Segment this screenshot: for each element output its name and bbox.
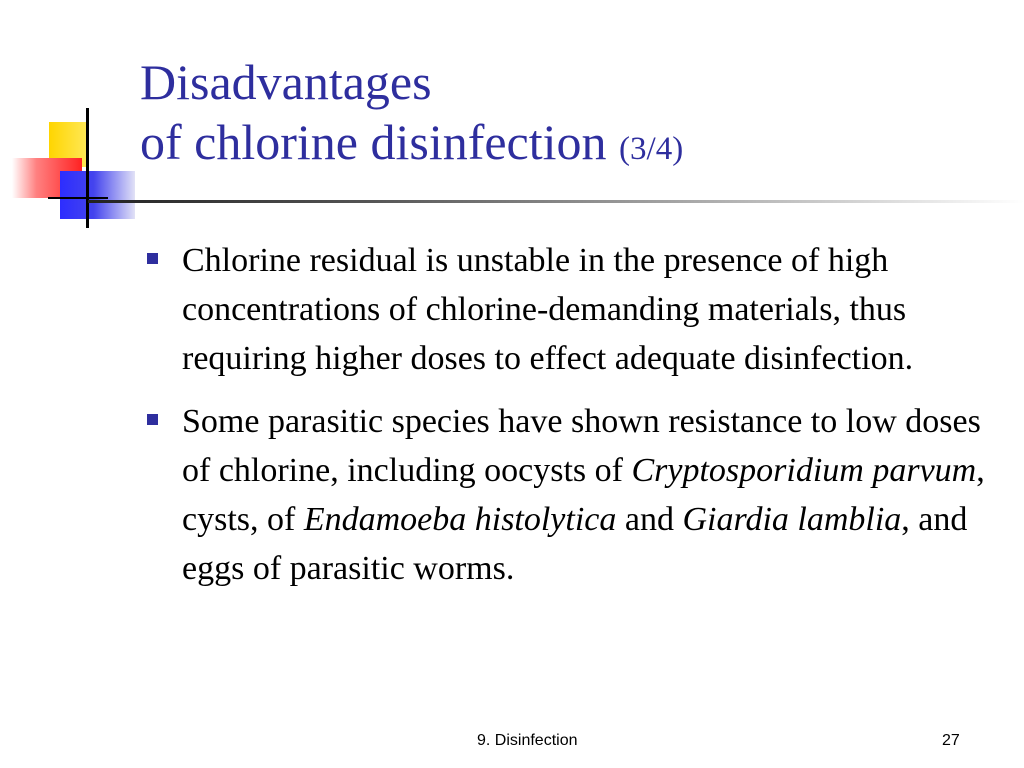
square-bullet-icon: [147, 253, 158, 264]
bullet-item: [145, 397, 1005, 593]
species-name: Cryptosporidium parvum: [631, 452, 977, 489]
title-suffix: (3/4): [619, 131, 684, 167]
bullet-text: , cysts, of: [182, 452, 985, 538]
species-name: Endamoeba histolytica: [303, 501, 617, 538]
species-name: Giardia lamblia: [682, 501, 902, 538]
decorative-logo-icon: [0, 100, 150, 240]
bullet-text: Chlorine residual is unstable in the presence of high concentrations of chlorine-demanding materials, thus requiring higher doses to effect adequate disinfection.: [182, 242, 914, 377]
bullet-text: , and eggs of parasitic worms.: [182, 501, 968, 587]
title-line-1: Disadvantages: [140, 54, 432, 110]
bullet-list: [145, 236, 1005, 607]
bullet-text: and: [616, 501, 683, 538]
vertical-line-icon: [86, 108, 89, 228]
horizontal-line-icon: [48, 197, 108, 199]
title-divider: [88, 200, 1024, 203]
bullet-text: Some parasitic species have shown resistance to low doses of chlorine, including oocysts of: [182, 403, 981, 489]
bullet-item: [145, 236, 1005, 383]
blue-square-icon: [60, 171, 135, 219]
square-bullet-icon: [147, 414, 158, 425]
footer-label: 9. Disinfection: [477, 732, 578, 749]
title-line-2: of chlorine disinfection: [140, 114, 607, 170]
slide-title: [140, 52, 1000, 179]
page-number: 27: [942, 732, 960, 749]
